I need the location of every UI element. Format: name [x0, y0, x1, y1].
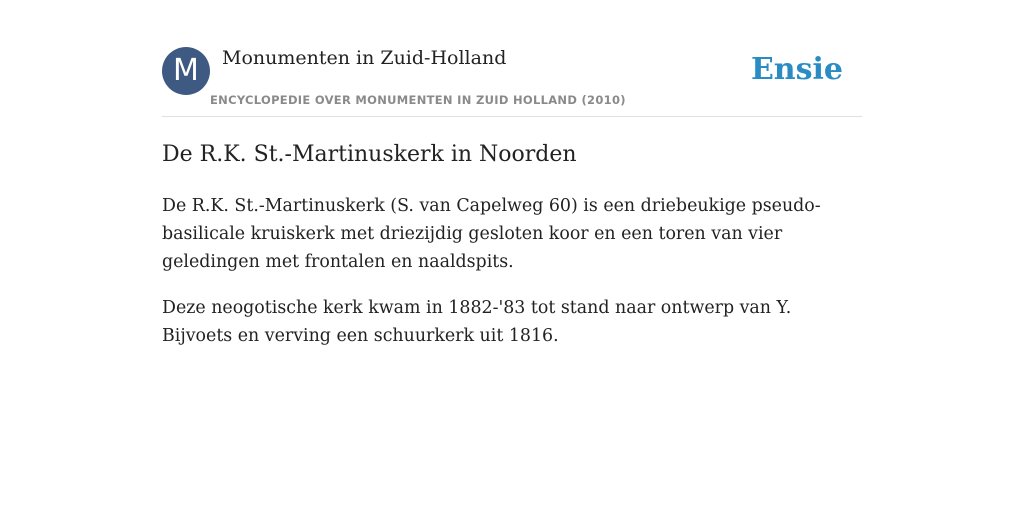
brand-logo[interactable]: Ensie: [750, 52, 843, 87]
article-body: [162, 192, 864, 368]
article-title: De R.K. St.-Martinuskerk in Noorden: [162, 142, 577, 167]
paragraph: De R.K. St.-Martinuskerk (S. van Capelweg 60) is een driebeukige pseudo-basilicale kruiskerk met driezijdig gesloten koor en een toren van vier geledingen met frontalen en naaldspits.: [162, 196, 821, 272]
paragraph: Deze neogotische kerk kwam in 1882-'83 tot stand naar ontwerp van Y. Bijvoets en verving een schuurkerk uit 1816.: [162, 298, 792, 346]
book-subtitle: ENCYCLOPEDIE OVER MONUMENTEN IN ZUID HOLLAND (2010): [210, 93, 626, 107]
header: [162, 46, 862, 117]
book-title[interactable]: Monumenten in Zuid-Holland: [222, 47, 507, 69]
avatar[interactable]: M: [162, 47, 210, 95]
